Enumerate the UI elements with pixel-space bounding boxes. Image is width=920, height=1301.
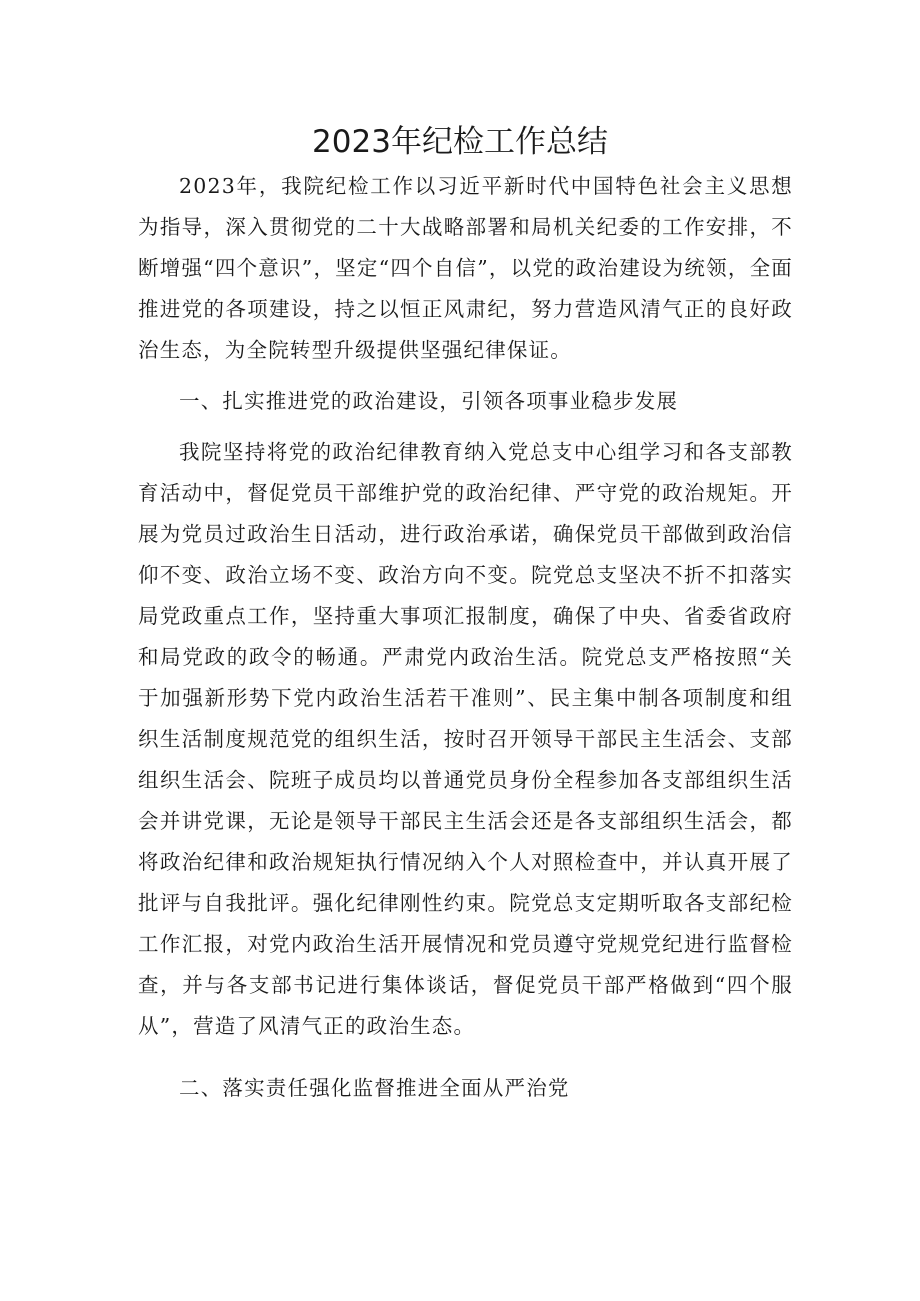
document-title: 2023年纪检工作总结 <box>312 124 608 160</box>
intro-paragraph: 2023年，我院纪检工作以习近平新时代中国特色社会主义思想为指导，深入贯彻党的二十大战略部署和局机关纪委的工作安排，不断增强“四个意识”，坚定“四个自信”，以党的政治建设为统领，全面推进党的各项建设，持之以恒正风肃纪，努力营造风清气正的良好政治生态，为全院转型升级提供坚强纪律保证。 <box>138 174 793 362</box>
section-one-paragraph: 我院坚持将党的政治纪律教育纳入党总支中心组学习和各支部教育活动中，督促党员干部维护党的政治纪律、严守党的政治规矩。开展为党员过政治生日活动，进行政治承诺，确保党员干部做到政治信仰不变、政治立场不变、政治方向不变。院党总支坚决不折不扣落实局党政重点工作，坚持重大事项汇报制度，确保了中央、省委省政府和局党政的政令的畅通。严肃党内政治生活。院党总支严格按照“关于加强新形势下党内政治生活若干准则”、民主集中制各项制度和组织生活制度规范党的组织生活，按时召开领导干部民主生活会、支部组织生活会、院班子成员均以普通党员身份全程参加各支部组织生活会并讲党课，无论是领导干部民主生活会还是各支部组织生活会，都将政治纪律和政治规矩执行情况纳入个人对照检查中，并认真开展了批评与自我批评。强化纪律刚性约束。院党总支定期听取各支部纪检工作汇报，对党内政治生活开展情况和党员遵守党规党纪进行监督检查，并与各支部书记进行集体谈话，督促党员干部严格做到“四个服从”，营造了风清气正的政治生态。 <box>138 440 793 1038</box>
section-heading-one: 一、扎实推进党的政治建设，引领各项事业稳步发展 <box>179 389 679 413</box>
section-heading-two: 二、落实责任强化监督推进全面从严治党 <box>179 1076 570 1100</box>
document-body <box>138 166 793 1109</box>
